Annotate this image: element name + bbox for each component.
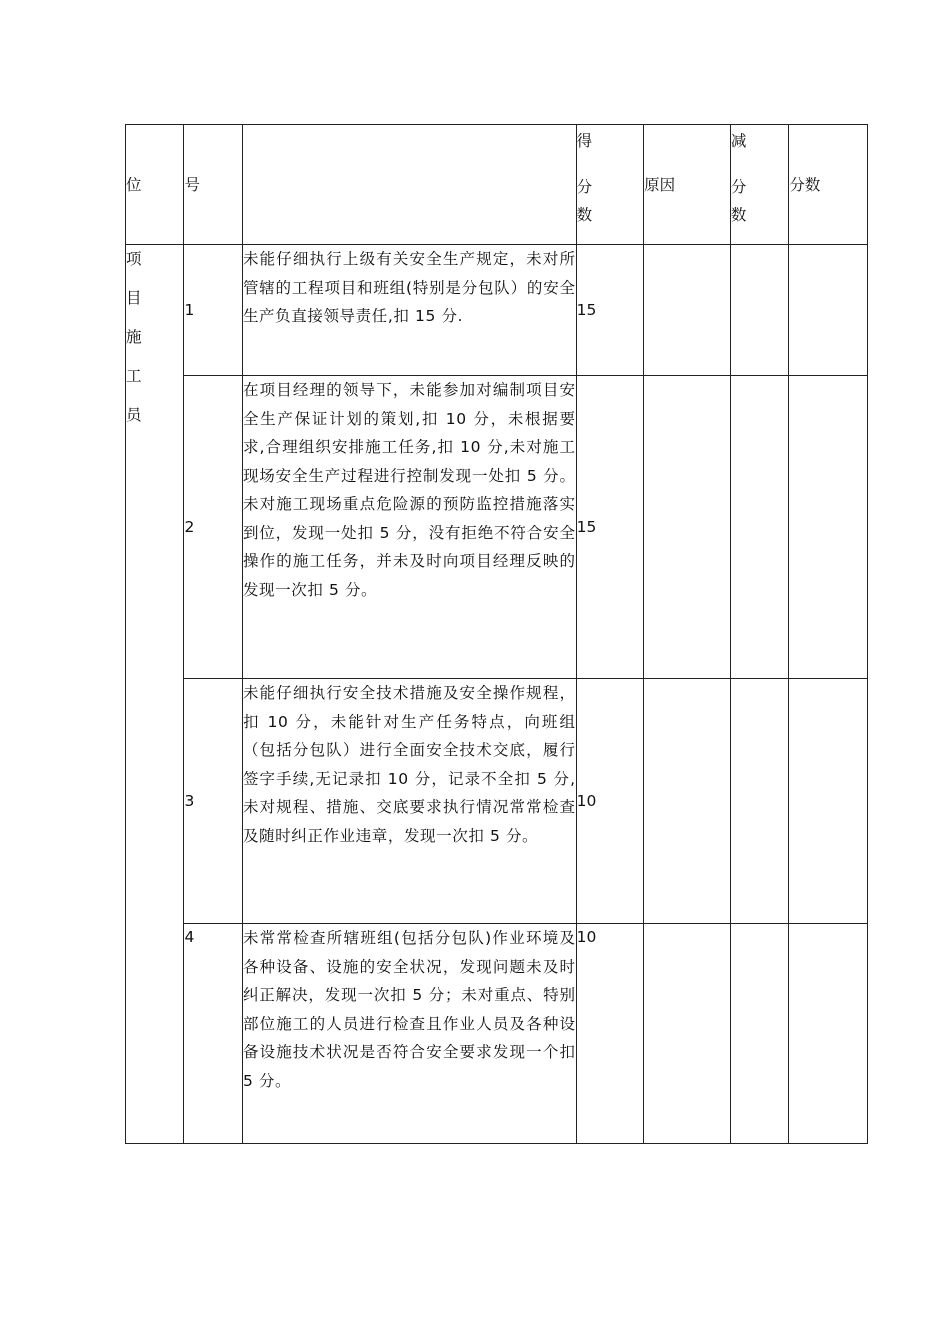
dept-char: 项 xyxy=(126,250,142,268)
row-final-score xyxy=(789,245,868,376)
dept-char: 目 xyxy=(126,289,142,307)
row-number: 4 xyxy=(184,924,242,1144)
row-reason xyxy=(644,376,731,679)
header-deduct xyxy=(730,125,788,245)
row-description: 未常常检查所辖班组(包括分包队)作业环境及各种设备、设施的安全状况，发现问题未及时纠正解决，发现一次扣 5 分；未对重点、特别部位施工的人员进行检查且作业人员及各种设备设施技术状况是否符合安全要求发现一个扣 5 分。 xyxy=(242,924,576,1144)
row-deduct xyxy=(730,245,788,376)
dept-char: 员 xyxy=(126,406,142,424)
row-description: 在项目经理的领导下，未能参加对编制项目安全生产保证计划的策划,扣 10 分，未根据要求,合理组织安排施工任务,扣 10 分,未对施工现场安全生产过程进行控制发现一处扣 5 分。未对施工现场重点危险源的预防监控措施落实到位，发现一处扣 5 分，没有拒绝不符合安全操作的施工任务，并未及时向项目经理反映的发现一次扣 5 分。 xyxy=(242,376,576,679)
header-deduct-line: 数 xyxy=(730,206,747,224)
dept-cell xyxy=(126,245,184,1144)
row-reason xyxy=(644,245,731,376)
header-item xyxy=(242,125,576,245)
row-number: 3 xyxy=(184,679,242,924)
row-final-score xyxy=(789,924,868,1144)
header-score-line: 数 xyxy=(576,206,593,224)
header-row xyxy=(126,125,868,245)
header-number: 号 xyxy=(184,125,242,245)
header-reason: 原因 xyxy=(644,125,731,245)
header-deduct-line: 分 xyxy=(730,178,747,196)
row-score: 15 xyxy=(576,376,644,679)
row-description: 未能仔细执行安全技术措施及安全操作规程，扣 10 分，未能针对生产任务特点，向班组（包括分包队）进行全面安全技术交底，履行签字手续,无记录扣 10 分，记录不全扣 5 分,未对规程、措施、交底要求执行情况常常检查及随时纠正作业违章，发现一次扣 5 分。 xyxy=(242,679,576,924)
row-score: 10 xyxy=(576,924,644,1144)
table-row xyxy=(126,376,868,679)
evaluation-table xyxy=(125,124,868,1144)
dept-char: 工 xyxy=(126,367,142,385)
row-reason xyxy=(644,924,731,1144)
row-final-score xyxy=(789,679,868,924)
row-score: 15 xyxy=(576,245,644,376)
table-row xyxy=(126,245,868,376)
table-row xyxy=(126,924,868,1144)
row-number: 2 xyxy=(184,376,242,679)
header-deduct-line: 减 xyxy=(730,132,747,150)
header-final-score: 分数 xyxy=(789,125,868,245)
header-score xyxy=(576,125,644,245)
row-deduct xyxy=(730,679,788,924)
header-score-line: 得 xyxy=(576,132,593,150)
table-row xyxy=(126,679,868,924)
header-dept: 位 xyxy=(126,125,184,245)
dept-char: 施 xyxy=(126,328,142,346)
row-score: 10 xyxy=(576,679,644,924)
row-description: 未能仔细执行上级有关安全生产规定，未对所管辖的工程项目和班组(特别是分包队）的安全生产负直接领导责任,扣 15 分. xyxy=(242,245,576,376)
row-final-score xyxy=(789,376,868,679)
header-score-line: 分 xyxy=(576,178,593,196)
row-reason xyxy=(644,679,731,924)
row-number: 1 xyxy=(184,245,242,376)
row-deduct xyxy=(730,376,788,679)
row-deduct xyxy=(730,924,788,1144)
